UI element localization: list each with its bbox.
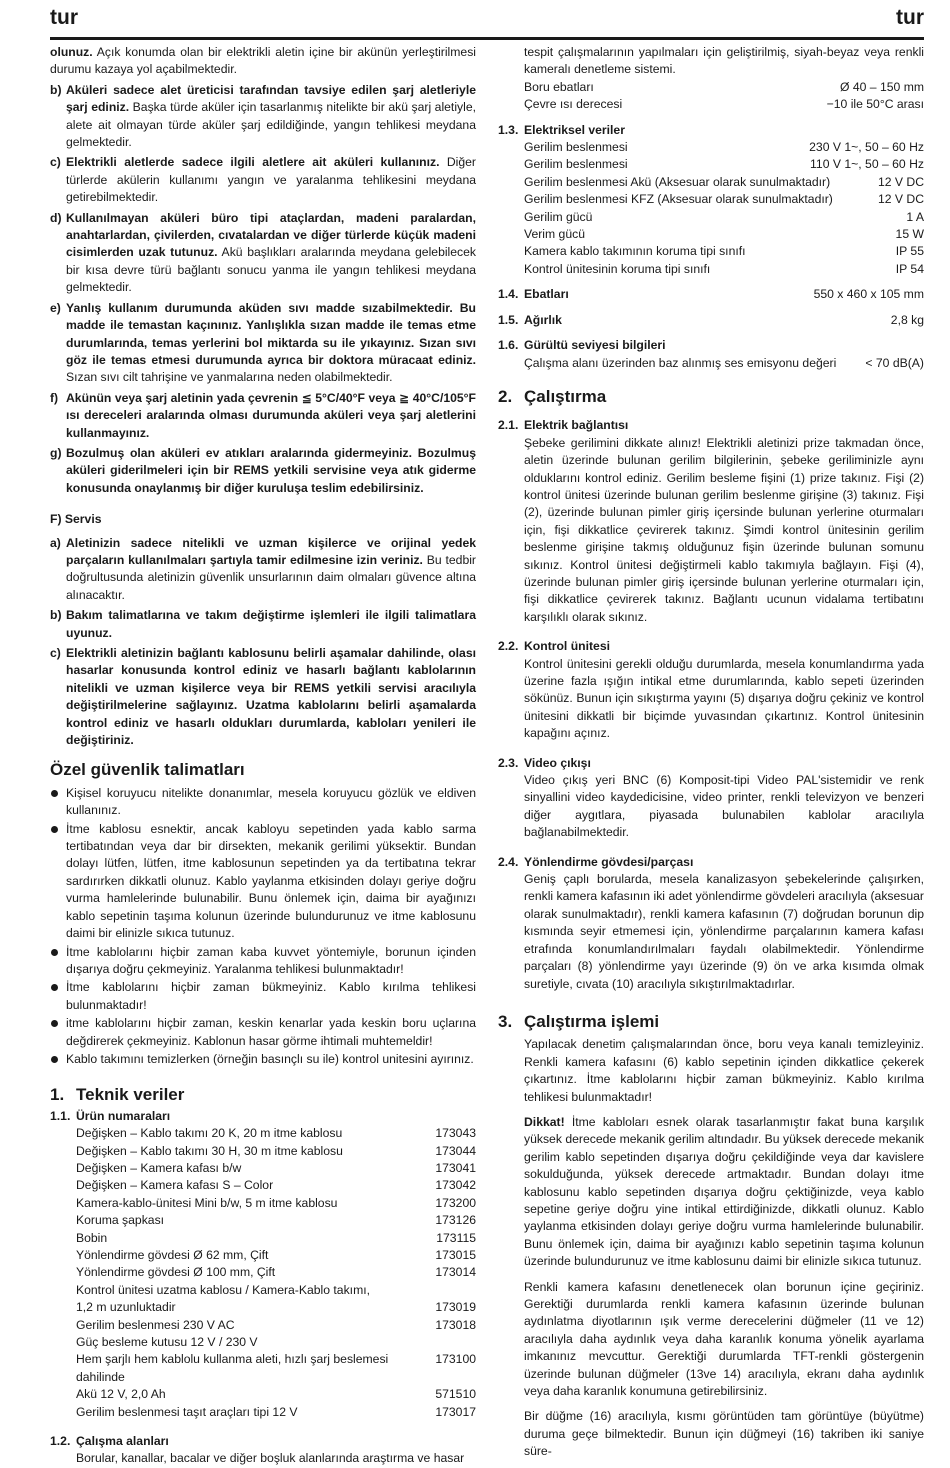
battery-safety-item	[50, 445, 476, 497]
language-header-right: tur	[896, 6, 924, 29]
bullet-icon	[50, 1015, 66, 1050]
battery-safety-item	[50, 390, 476, 442]
service-item-label: a)	[50, 535, 61, 550]
product-row	[50, 1351, 476, 1386]
operation-heading: 2. Çalıştırma	[498, 386, 607, 406]
operation-paragraph-3: Renkli kamera kafasını denetlenecek olan borunun içine geçiriniz. Gerektiği durumlarda renkli kamera kafasının üzerinde bulunan aydınlatma diyotlarının ışık verme derecelerini düğmeler (11 ve 12) aracılıyla daha aydınlık veya daha karanlık konuma yönelik ayarlama imkanınız mevcuttur. Gerektiği durumlarda TFT-renkli göstergenin üzerinde bulunan düğmeler (13ve 14) aracılıyla, ekranı daha aydınlık veya daha karanlık konumuna getirebilirsiniz.	[524, 1279, 924, 1399]
video-output-heading: 2.3. Video çıkışı	[498, 755, 591, 770]
video-output-text: Video çıkış yeri BNC (6) Komposit-tipi Video PAL'sistemidir ve renk sinyallini video kaydedicisine, video printer, renkli televizyon ve benzeri diğer aygıtlara, piyasada bulunabilen kablolar aracılıyla bağlanabilmektedir.	[524, 773, 924, 840]
electrical-spec-row	[498, 174, 924, 191]
battery-safety-item-bold: Akünün veya şarj aletinin yada çevrenin ≦ 5°C/40°F veya ≧ 40°C/105°F ısı dereceleri aralarında olması durumunda aküleri veya şarj aletlerini kullanmayınız.	[66, 390, 476, 440]
battery-safety-item-label: e)	[50, 300, 61, 315]
service-item-text	[66, 607, 476, 642]
product-row	[50, 1212, 476, 1229]
product-row	[50, 1299, 476, 1316]
service-item-normal: Bu tedbir doğrultusunda aletinizin güvenlik unsurlarının daim olmaları güvence altına alınacaktır.	[66, 552, 476, 602]
bullet-icon	[50, 944, 66, 979]
work-area-continued: tespit çalışmalarının yapılmaları için geliştirilmiş, siyah-beyaz veya renkli kameralı denetleme sistemi.	[524, 45, 924, 77]
product-row	[50, 1264, 476, 1281]
work-area-spec-row	[498, 96, 924, 113]
special-safety-title: Özel güvenlik talimatları	[50, 760, 245, 780]
technical-data-heading	[50, 1086, 476, 1103]
safety-bullet	[50, 979, 476, 1014]
electrical-spec-row-label: Gerilim gücü	[524, 209, 593, 224]
electrical-spec-row-value: 15 W	[895, 227, 924, 242]
product-name: Kamera-kablo-ünitesi Mini b/w, 5 m itme kablosu	[76, 1195, 338, 1210]
battery-safety-item-label: f)	[50, 390, 59, 405]
electrical-spec-row	[498, 209, 924, 226]
electrical-spec-row-label: Kontrol ünitesinin koruma tipi sınıfı	[524, 261, 711, 276]
service-item-label: c)	[50, 646, 61, 660]
electrical-spec-row-label: Gerilim beslenmesi	[524, 140, 628, 155]
product-name: Değişken – Kablo takımı 30 H, 30 m itme kablosu	[76, 1143, 343, 1158]
work-area-spec-row-label: Boru ebatları	[524, 79, 594, 94]
electrical-spec-row-value: 230 V 1~, 50 – 60 Hz	[809, 140, 924, 155]
work-area-number: 1.2.	[50, 1434, 71, 1449]
product-code: 173200	[435, 1195, 476, 1210]
electric-connection-heading: 2.1. Elektrik bağlantısı	[498, 418, 629, 433]
right-column	[498, 44, 924, 1461]
service-item-bold: Aletinizin sadece nitelikli ve uzman kişilerce ve orijinal yedek parçaların kullanılmaları şartıyla tamir edilmesine izin veriniz.	[66, 535, 476, 567]
service-item	[50, 607, 476, 642]
electrical-spec-row	[498, 156, 924, 173]
noise-heading: 1.6. Gürültü seviyesi bilgileri	[498, 338, 666, 353]
safety-bullet-text: İtme kablosu esnektir, ancak kabloyu sepetinden yada kablo sarma tertibatından veya dar bir dirsekten, mekanik gerilimi yüksektir. Bundan dolayı lütfen, lütfen, itme kablosunun sepetinden ya da tertibatına tekrar sardırırken dikkatli olunuz. Kablo yaylanma etkisinden dolayı geriye doğru vurma hamlelerinde bulunabilir. Bunu önlemek için, daima bir ayağınızı kablo sepetinin taşıma kolunun üzerinde bulundurunuz ve itme kablosunu daimi bir elinizle sıkıca tutunuz.	[66, 821, 476, 941]
product-name: Değişken – Kamera kafası S – Color	[76, 1178, 274, 1193]
product-code: 173017	[435, 1404, 476, 1419]
product-row	[50, 1404, 476, 1421]
control-unit-heading: 2.2. Kontrol ünitesi	[498, 639, 610, 654]
product-row	[50, 1282, 476, 1299]
dimensions-value: 550 x 460 x 105 mm	[813, 287, 924, 302]
operation-paragraph-1: Yapılacak denetim çalışmalarından önce, boru veya kanalı temizleyiniz. Renkli kamera kafasını (6) kablo sepetinin içinden dikkatlice çekerek çıkartınız. İtme kablolarını hiçbir zaman bükmeyiniz. Kablo kırılma tehlikesi bulunmaktadır!	[524, 1037, 924, 1104]
electrical-data-heading: 1.3. Elektriksel veriler	[498, 122, 625, 137]
battery-safety-item-normal: Diğer türlerde akülerin kullanımı yangın ve yaralanma tehlikesini meydana getirebilmektedir.	[66, 155, 476, 205]
product-numbers-number: 1.1.	[50, 1108, 71, 1123]
battery-safety-item	[50, 210, 476, 297]
electrical-spec-row-value: 12 V DC	[877, 174, 924, 189]
technical-data-number: 1.	[50, 1085, 65, 1105]
dimensions-heading: 1.4. Ebatları 550 x 460 x 105 mm	[498, 286, 924, 303]
product-row	[50, 1334, 476, 1351]
electrical-spec-row-value: IP 55	[895, 244, 924, 259]
electrical-spec-row	[498, 139, 924, 156]
product-name: Hem şarjlı hem kablolu kullanma aleti, hızlı şarj beslemesi dahilinde	[76, 1352, 389, 1384]
product-code: 173042	[435, 1178, 476, 1193]
product-code: 173041	[435, 1160, 476, 1175]
safety-bullet-text: Kişisel koruyucu nitelikte donanımlar, mesela koruyucu gözlük ve eldiven kullanınız.	[66, 785, 476, 818]
electrical-spec-row	[498, 243, 924, 260]
product-name: Kontrol ünitesi uzatma kablosu / Kamera-Kablo takımı,	[76, 1282, 370, 1297]
technical-data-title: Teknik veriler	[76, 1085, 185, 1105]
product-row	[50, 1195, 476, 1212]
electrical-spec-row-label: Verim gücü	[524, 227, 585, 242]
battery-safety-item-text	[66, 154, 476, 206]
work-area-spec-row	[498, 79, 924, 96]
intro-continuation	[50, 44, 476, 79]
battery-safety-item-normal: Akü başlıkları aralarında meydana gelebilecek bir kısa devre türü bağlantı sonucu yanma ile yangın tehlikesi meydana gelmektedir.	[66, 245, 477, 295]
electrical-spec-row	[498, 261, 924, 278]
product-name: Koruma şapkası	[76, 1213, 165, 1228]
left-column	[50, 44, 476, 1468]
safety-bullet	[50, 785, 476, 820]
battery-safety-item	[50, 82, 476, 152]
product-name: 1,2 m uzunluktadir	[76, 1300, 176, 1315]
safety-bullet-text: İtme kablolarını hiçbir zaman kaba kuvvet yöntemiyle, borunun içinden dışarıya doğru çekmeyiniz. Yaralanma tehlikesi bulunmaktadır!	[66, 944, 476, 976]
weight-heading: 1.5. Ağırlık 2,8 kg	[498, 312, 924, 329]
battery-safety-item-text	[66, 390, 476, 442]
electrical-spec-row-value: 1 A	[906, 209, 924, 224]
weight-value: 2,8 kg	[890, 312, 924, 327]
product-name: Yönlendirme gövdesi Ø 62 mm, Çift	[76, 1248, 269, 1262]
bullet-icon	[50, 785, 66, 820]
intro-text: Açık konumda olan bir elektrikli aletin içine bir akünün yerleştirilmesi durumu kazaya yol açabilmektedir.	[50, 45, 476, 77]
battery-safety-item-bold: Bozulmuş olan aküleri ev atıkları aralarında gidermeyiniz. Bozulmuş aküleri giderilmeleri için bir REMS yetkili servisine veya atık giderme konusunda onaylanmış bir diğer kuruluşa teslim edebilirsiniz.	[66, 445, 476, 495]
product-name: Akü 12 V, 2,0 Ah	[76, 1387, 166, 1402]
intro-bold: olunuz.	[50, 45, 93, 59]
control-unit-text: Kontrol ünitesini gerekli olduğu durumlarda, mesela konumlandırma yada üzerine fazla ışığın intikal etme durumlarında, kablo sepeti üzerinden sökünüz. Bunun için sıkıştırma yayını (5) dışarıya doğru çekiniz ve kontrol ünitesini dikkatli bir biçimde yuvasından çıkartınız. Kontrol ünitesinin kapağını açınız.	[524, 656, 924, 741]
electrical-spec-row-label: Kamera kablo takımının koruma tipi sınıfı	[524, 244, 746, 259]
service-item-label: b)	[50, 608, 62, 623]
noise-row: Çalışma alanı üzerinden baz alınmış ses emisyonu değeri < 70 dB(A)	[524, 355, 924, 370]
electrical-spec-row	[498, 226, 924, 243]
product-code: 173044	[435, 1143, 476, 1158]
product-numbers-title: Ürün numaraları	[76, 1108, 171, 1123]
safety-bullet	[50, 1015, 476, 1050]
battery-safety-item-text	[66, 210, 476, 297]
battery-safety-item-label: g)	[50, 445, 62, 460]
product-row	[50, 1143, 476, 1160]
product-code: 173015	[435, 1248, 476, 1262]
battery-safety-item-text	[66, 300, 476, 387]
product-name: Gerilim beslenmesi taşıt araçları tipi 12 V	[76, 1404, 298, 1419]
product-code: 173100	[435, 1352, 476, 1367]
product-name: Yönlendirme gövdesi Ø 100 mm, Çift	[76, 1265, 276, 1280]
product-numbers-heading	[50, 1108, 476, 1125]
product-row	[50, 1160, 476, 1177]
bullet-icon	[50, 979, 66, 1014]
battery-safety-item-text	[66, 82, 476, 152]
product-code: 571510	[435, 1387, 476, 1402]
product-name: Bobin	[76, 1230, 108, 1245]
work-area-title: Çalışma alanları	[76, 1434, 169, 1449]
safety-bullet-text: itme kablolarını hiçbir zaman, keskin kenarlar yada keskin boru uçlarına değdirerek çekmeyiniz. Kablonun hasar görme ihtimali muhtemeldir!	[66, 1016, 476, 1048]
operation-paragraph-4: Bir düğme (16) aracılıyla, kısmı görüntüden tam görüntüye (büyütme) duruma geçe bilmektedir. Bunun için düğmeyi (16) takriben iki saniye süre-	[524, 1409, 924, 1459]
product-code: 173018	[435, 1317, 476, 1332]
electric-connection-text: Şebeke gerilimini dikkate alınız! Elektrikli aletinizi prize takmadan önce, aletin üzerinde bulunan gerilim bilgilerinin, şebeke geriliminizle aynı olduklarını kontrol ediniz. Gerilim besleme fişini (1) prize takınız. Fişi (2) kontrol ünitesi üzerinde bulunan gerilim beslenme girişine (3) takınız. Fişi (2), üzerinde bulunan pimler giriş içersinde bulunan yerlerine oturmaları için, fişi dikkatlice çevirerek takınız. Şimdi kontrol ünitesinin gerilim beslenme girişine takmış olduğunuz fişin üzerinde bulunan somunu sıkınız. Kontrol ünitesi değiştirmeli kablo takımıyla bağlayın. Fişi (4), üzerinde bulunan pimler giriş içersinde bulunan yerlerine oturmaları için, fişi dikkatlice çevirerek takınız. Bağlantı ucunun vidalama tertibatını karşılıklı olarak sıkınız.	[524, 435, 924, 624]
electrical-spec-row-label: Gerilim beslenmesi KFZ (Aksesuar olarak sunulmaktadır)	[524, 192, 833, 207]
service-item	[50, 535, 476, 605]
operation-paragraph-2: Dikkat! İtme kabloları esnek olarak tasarlanmıştır fakat buna karşılık yüksek derecede mekanik gerilim altındadır. Bu yüksek derecede mekanik gerilim kablo sepetinden dışarıya doğru çekildiğinde veya dar kavislere sokulduğunda, yüksek derecede artmaktadır. Bundan dolayı itme kablosunu kablo sepetinden dışarıya doğru çektiğinizde, veya kablo sepetine geriye doğru yine intikal ettirdiğinizde, dikkatli olunuz. Kablo yaylanma etkisinden dolayı geriye doğru vurma hamlelerinde bulunabilir. Bunu önlemek için, daima bir ayağınızı kablo sepetinin taşıma kolunun üzerinde bulundurunuz ve itme kablosunu daimi bir elinizle sıkıca tutunuz.	[524, 1114, 924, 1269]
product-code: 173115	[436, 1230, 476, 1245]
safety-bullet-text: İtme kablolarını hiçbir zaman bükmeyiniz. Kablo kırılma tehlikesi bulunmaktadır!	[66, 980, 476, 1012]
safety-bullet	[50, 821, 476, 943]
product-row	[50, 1177, 476, 1194]
service-item-bold: Elektrikli aletinizin bağlantı kablosunu belirli aşamalar dahilinde, olası hasarlar konusunda kontrol ediniz ve hasarlı bağlantı kablolarının nitelikli ve uzman kişilerce veya bir REMS yetkili servisi aracılıyla değiştirilmelerine sağlayınız. Uzatma kablolarını belirli aşamalarda kontrol ediniz ve hasarlı oldukları durumlarda, kabloları yenileri ile değiştiriniz.	[66, 646, 476, 748]
product-row	[50, 1317, 476, 1334]
battery-safety-item-normal: Sızan sıvı cilt tahrişine ve yanmalarına neden olabilmektedir.	[66, 370, 393, 385]
product-code: 173014	[435, 1265, 476, 1280]
guide-body-heading: 2.4. Yönlendirme gövdesi/parçası	[498, 854, 694, 869]
battery-safety-item-bold: Yanlış kullanım durumunda aküden sıvı madde sızabilmektedir. Bu madde ile temastan kaçınınız. Yanlışlıkla sızan madde ile temas etme durumlarında, temas yerlerini bol miktarda su ile yıkayınız. Sızan sıvı göz ile temas etmesi durumunda ayrıca bir doktora müracaat ediniz.	[66, 300, 476, 367]
guide-body-text: Geniş çaplı borularda, mesela kanalizasyon şebekelerinde çalışırken, renkli kamera kafasının iki adet yönlendirme gövdeleri aracılıyla (aksesuar olarak sunulmaktadır), renkli kamera kafasının (7) doğrudan borunun dip kısmında seyir etmemesi için, yönlendirme parçalarının kamera kafası etrafında konumlandırılmaları faydalı olabilmektedir. Yönlendirme parçaları (8) yönlendirme yayı üzerinde (9) ön ve arka kısımda olmak suretiyle, cıvata (10) aracılıyla sıkıştırılmaktadırlar.	[524, 872, 924, 991]
product-row	[50, 1247, 476, 1264]
electrical-spec-row-label: Gerilim beslenmesi Akü (Aksesuar olarak sunulmaktadır)	[524, 174, 831, 189]
service-item-bold: Bakım talimatlarına ve takım değiştirme işlemleri ile ilgili talimatlara uyunuz.	[66, 608, 476, 640]
service-heading: F) Servis	[50, 512, 102, 527]
product-row	[50, 1386, 476, 1403]
battery-safety-item-label: c)	[50, 155, 61, 170]
work-area-spec-row-value: −10 ile 50°C arası	[826, 97, 924, 112]
service-item-text	[66, 645, 476, 749]
safety-bullet-text: Kablo takımını temizlerken (örneğin basınçlı su ile) kontrol unitesini ayırınız.	[66, 1051, 474, 1066]
battery-safety-item	[50, 300, 476, 387]
battery-safety-item-label: d)	[50, 210, 62, 225]
bullet-icon	[50, 821, 66, 943]
work-area-heading	[50, 1433, 476, 1450]
electrical-spec-row-value: 12 V DC	[877, 192, 924, 207]
electrical-spec-row-value: IP 54	[895, 261, 924, 276]
product-name: Değişken – Kamera kafası b/w	[76, 1160, 242, 1175]
battery-safety-item-normal: Başka türde aküler için tasarlanmış nitelikte bir akü şarj aletiyle, alete ait olmayan türde aküler şarj edildiğinde, yangın tehlikesi meydana gelmektedir.	[66, 100, 476, 150]
safety-bullet	[50, 1051, 476, 1068]
battery-safety-item-bold: Elektrikli aletlerde sadece ilgili aletlere ait aküleri kullanınız.	[66, 155, 440, 170]
product-row	[50, 1125, 476, 1142]
operation-process-heading: 3. Çalıştırma işlemi	[498, 1011, 660, 1031]
work-area-spec-row-value: Ø 40 – 150 mm	[840, 79, 924, 94]
product-name: Güç besleme kutusu 12 V / 230 V	[76, 1335, 258, 1350]
product-code: 173019	[435, 1300, 476, 1315]
service-item	[50, 645, 476, 749]
battery-safety-item-bold: Kullanılmayan aküleri büro tipi ataçlardan, madeni paralardan, anahtarlardan, çivilerden, cıvatalardan ve diğer türlerde küçük madeni cisimlerden uzak tutunuz.	[66, 210, 476, 260]
electrical-spec-row-label: Gerilim beslenmesi	[524, 157, 628, 172]
product-name: Gerilim beslenmesi 230 V AC	[76, 1317, 235, 1332]
battery-safety-item-text	[66, 445, 476, 497]
product-name: Değişken – Kablo takımı 20 K, 20 m itme kablosu	[76, 1126, 343, 1141]
product-code: 173126	[435, 1213, 476, 1228]
battery-safety-item-bold: Aküleri sadece alet üreticisi tarafından tavsiye edilen şarj aletleriyle şarj ediniz.	[66, 82, 476, 115]
battery-safety-item-label: b)	[50, 82, 62, 97]
language-header-left: tur	[50, 6, 78, 29]
electrical-spec-row-value: 110 V 1~, 50 – 60 Hz	[810, 157, 924, 172]
bullet-icon	[50, 1051, 66, 1068]
electrical-spec-row	[498, 191, 924, 208]
product-row	[50, 1230, 476, 1247]
work-area-spec-row-label: Çevre ısı derecesi	[524, 97, 623, 112]
header-rule	[50, 37, 924, 40]
service-item-text	[66, 535, 476, 605]
work-area-text: Borular, kanallar, bacalar ve diğer boşluk alanlarında araştırma ve hasar	[76, 1451, 465, 1466]
product-code: 173043	[435, 1126, 476, 1141]
safety-bullet	[50, 944, 476, 979]
battery-safety-item	[50, 154, 476, 206]
